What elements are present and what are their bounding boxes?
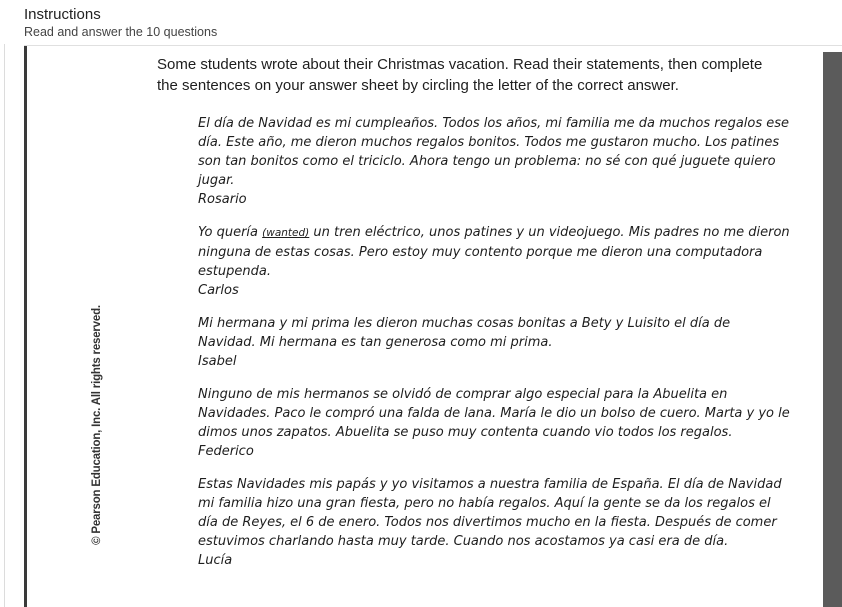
instructions-header	[24, 6, 217, 40]
statement-text: Estas Navidades mis papás y yo visitamos a nuestra familia de España. El día de Navidad mi familia hizo una gran fiesta, pero no había regalos. Aquí la gente se da los regalos el día de Reyes, el 6 de enero. Todos nos divertimos mucho en la fiesta. Después de comer estuvimos charlando hasta muy tarde. Cuando nos acostamos ya casi era de día.	[198, 477, 782, 549]
statement-gloss: (wanted)	[262, 227, 310, 239]
document-right-edge	[823, 52, 842, 607]
instructions-subtitle: Read and answer the 10 questions	[24, 25, 218, 39]
reading-intro: Some students wrote about their Christmas vacation. Read their statements, then complete the sentences on your answer sheet by circling the letter of the correct answer.	[157, 56, 763, 94]
document-left-edge	[24, 46, 27, 607]
statement-text-after: un tren eléctrico, unos patines y un videojuego. Mis padres no me dieron ninguna de estas cosas. Pero estoy muy contento porque me dieron una computadora estupenda.	[198, 225, 790, 279]
statement-carlos	[198, 223, 790, 300]
statement-text: El día de Navidad es mi cumpleaños. Todos los años, mi familia me da muchos regalos ese día. Este año, me dieron muchos regalos bonitos. Todos me gustaron mucho. Los patines son tan bonitos como el triciclo. Ahora tengo un problema: no sé con qué juguete quiero jugar.	[198, 116, 790, 188]
instructions-title: Instructions	[24, 6, 101, 23]
statement-author: Federico	[198, 444, 254, 459]
statement-text-before: Yo quería	[198, 225, 259, 240]
statement-author: Carlos	[198, 283, 239, 298]
statement-lucia	[198, 475, 790, 570]
statement-author: Lucía	[198, 553, 233, 568]
student-statements	[198, 114, 790, 570]
statement-author: Isabel	[198, 354, 237, 369]
statement-rosario	[198, 114, 790, 209]
left-border	[4, 44, 5, 607]
copyright-notice: © Pearson Education, Inc. All rights reserved.	[91, 305, 103, 545]
statement-text: Ninguno de mis hermanos se olvidó de comprar algo especial para la Abuelita en Navidades. Paco le compró una falda de lana. María le dio un bolso de cuero. Marta y yo le dimos unos zapatos. Abuelita se puso muy contenta cuando vio todos los regalos.	[198, 387, 790, 440]
document-top-rule	[24, 45, 842, 46]
statement-text: Mi hermana y mi prima les dieron muchas cosas bonitas a Bety y Luisito el día de Navidad. Mi hermana es tan generosa como mi prima.	[198, 316, 731, 350]
statement-author: Rosario	[198, 192, 247, 207]
statement-isabel	[198, 314, 790, 371]
statement-federico	[198, 385, 790, 461]
